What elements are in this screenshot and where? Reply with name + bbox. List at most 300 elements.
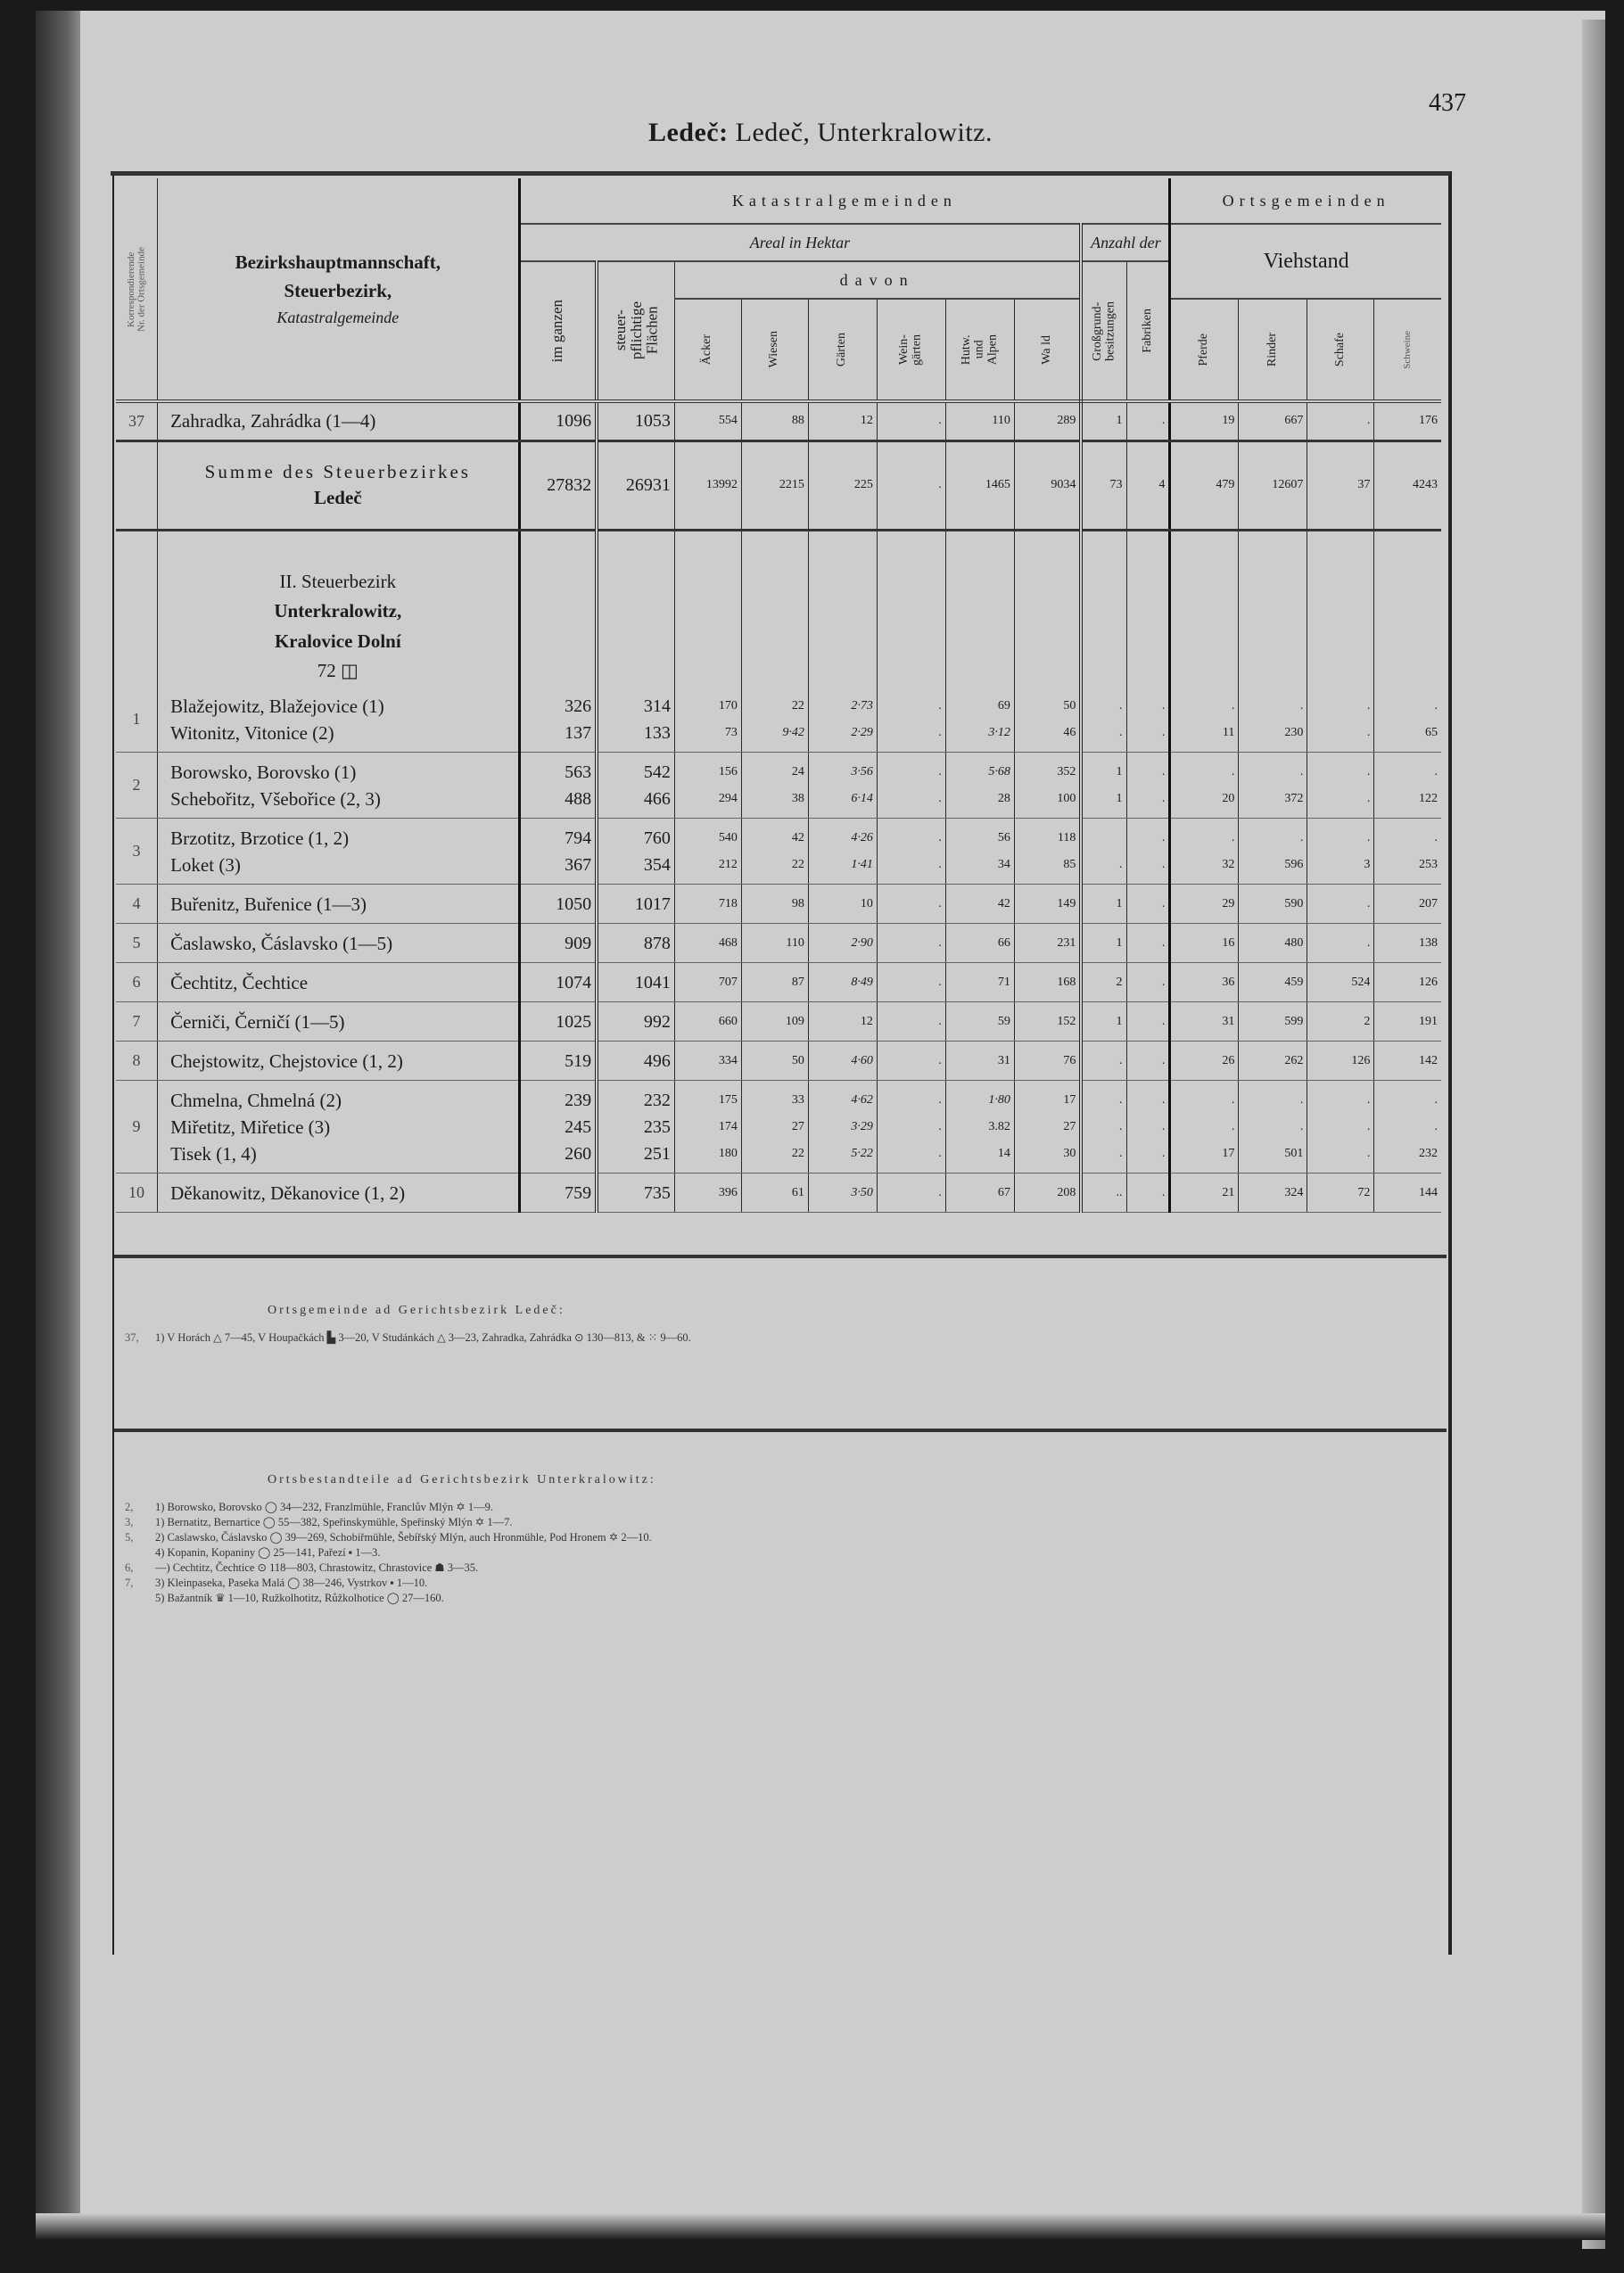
row-number: 2 — [116, 753, 158, 819]
value: 759 — [565, 1182, 592, 1203]
cell-gross — [1081, 753, 1126, 819]
cell-schweine — [1374, 687, 1441, 753]
cell-gaerten — [808, 687, 877, 753]
value: 1074 — [556, 972, 592, 992]
cell-im-ganzen — [519, 819, 597, 885]
value: . — [1119, 698, 1123, 712]
areal-header: Areal in Hektar — [519, 224, 1081, 261]
cell-schafe — [1307, 963, 1374, 1002]
value: 5·68 — [988, 764, 1010, 778]
value: 56 — [997, 830, 1010, 844]
cell-im-ganzen — [519, 1002, 597, 1042]
cell-wiesen — [741, 924, 808, 963]
value: . — [1231, 764, 1235, 778]
cell-rinder — [1239, 1081, 1307, 1174]
cell-steuerpflichtig — [597, 819, 674, 885]
value: 42 — [997, 896, 1010, 910]
viehstand-header: Viehstand — [1170, 224, 1441, 299]
note-line: 37, 1) V Horách △ 7—45, V Houpačkách ▙ 3—20, V Studánkách △ 3—23, Zahradka, Zahrádka ⊙ 130—813, & ⁙ 9—60. — [125, 1331, 691, 1344]
value: . — [1366, 1146, 1371, 1160]
schafe-header: Schafe — [1307, 299, 1374, 401]
cell-gross — [1081, 924, 1126, 963]
value: 9·42 — [782, 725, 804, 739]
sum-fabriken: 4 — [1126, 441, 1170, 530]
municipality-name: Blažejowitz, Blažejovice (1) — [170, 695, 384, 717]
cell-schweine — [1374, 1081, 1441, 1174]
value: 126 — [1419, 975, 1438, 989]
section-title-line: Kralovice Dolní — [274, 630, 401, 652]
value: 3·29 — [851, 1119, 873, 1133]
municipality-name: Brzotitz, Brzotice (1, 2) — [170, 827, 350, 849]
value: . — [1161, 725, 1166, 739]
value: 20 — [1222, 791, 1235, 805]
cell-wald — [1014, 924, 1081, 963]
value: 396 — [718, 1185, 738, 1199]
cell-gross — [1081, 1081, 1126, 1174]
value: 524 — [1351, 975, 1371, 989]
gaerten-header: Gärten — [808, 299, 877, 401]
value: . — [1161, 764, 1166, 778]
note-line: 4) Kopanin, Kopaniny ◯ 25—141, Pařezí ▪ 1—3. — [155, 1546, 381, 1559]
value: . — [1119, 1119, 1123, 1133]
note-line: 6, —) Cechtitz, Čechtice ⊙ 118—803, Chrastowitz, Chrastovice ☗ 3—35. — [125, 1561, 479, 1574]
value: . — [1366, 830, 1371, 844]
value: 4·26 — [851, 830, 873, 844]
cell-schweine — [1374, 753, 1441, 819]
cell-hutw — [945, 401, 1014, 441]
cell-aecker — [674, 924, 741, 963]
value: . — [938, 935, 942, 950]
notes-ledec — [125, 1304, 691, 1346]
pferde-header: Pferde — [1170, 299, 1239, 401]
cell-schafe — [1307, 687, 1374, 753]
wiesen-header: Wiesen — [741, 299, 808, 401]
municipality-names — [158, 963, 519, 1002]
cell-im-ganzen — [519, 401, 597, 441]
cell-gross — [1081, 885, 1126, 924]
cell-hutw — [945, 924, 1014, 963]
value: . — [938, 975, 942, 989]
row-number — [116, 441, 158, 530]
value: . — [1119, 725, 1123, 739]
value: 367 — [565, 854, 592, 875]
cell-wiesen — [741, 885, 808, 924]
cell-gaerten — [808, 1174, 877, 1213]
cell-gross — [1081, 1174, 1126, 1213]
value: 3 — [1364, 857, 1371, 871]
value: 73 — [724, 725, 738, 739]
value: 50 — [791, 1053, 804, 1067]
value: 22 — [791, 857, 804, 871]
rinder-header: Rinder — [1239, 299, 1307, 401]
value: 2 — [1116, 975, 1123, 989]
cell-aecker — [674, 819, 741, 885]
steuerpflichtig-header: steuer- pflichtige Flächen — [597, 261, 674, 401]
cell-im-ganzen — [519, 885, 597, 924]
value: 29 — [1222, 896, 1235, 910]
cell-im-ganzen — [519, 963, 597, 1002]
cell-weingaerten — [877, 963, 945, 1002]
cell-gross — [1081, 1042, 1126, 1081]
row-number: 8 — [116, 1042, 158, 1081]
cell-schweine — [1374, 1002, 1441, 1042]
cell-pferde — [1170, 924, 1239, 963]
cell-pferde — [1170, 401, 1239, 441]
municipality-names — [158, 885, 519, 924]
cell-weingaerten — [877, 1042, 945, 1081]
cell-steuerpflichtig — [597, 753, 674, 819]
cell-fabriken — [1126, 1002, 1170, 1042]
value: . — [1161, 1146, 1166, 1160]
cell-weingaerten — [877, 924, 945, 963]
sum-schafe: 37 — [1307, 441, 1374, 530]
value: . — [938, 1014, 942, 1028]
cell-aecker — [674, 753, 741, 819]
value: 540 — [718, 830, 738, 844]
cell-aecker — [674, 1002, 741, 1042]
cell-wald — [1014, 1002, 1081, 1042]
value: . — [1366, 896, 1371, 910]
value: . — [1434, 830, 1438, 844]
table-row — [116, 401, 1441, 441]
value: . — [938, 830, 942, 844]
page-title-rest: Ledeč, Unterkralowitz. — [728, 118, 993, 147]
value: 14 — [997, 1146, 1010, 1160]
municipality-name: Děkanowitz, Děkanovice (1, 2) — [170, 1182, 406, 1204]
cell-steuerpflichtig — [597, 924, 674, 963]
value: 232 — [643, 1090, 671, 1110]
value: 88 — [791, 414, 804, 428]
im-ganzen-header: im ganzen — [519, 261, 597, 401]
value: 4·62 — [851, 1092, 873, 1107]
cell-schafe — [1307, 1174, 1374, 1213]
cell-aecker — [674, 401, 741, 441]
value: 174 — [718, 1119, 738, 1133]
cell-im-ganzen — [519, 687, 597, 753]
cell-aecker — [674, 963, 741, 1002]
cell-gross — [1081, 1002, 1126, 1042]
value: . — [1299, 1119, 1304, 1133]
table-row — [116, 819, 1441, 885]
value: 59 — [997, 1014, 1010, 1028]
municipality-name: Časlawsko, Čáslavsko (1—5) — [170, 932, 393, 954]
sum-label-text: Summe des Steuerbezirkes — [204, 460, 471, 482]
value: 180 — [718, 1146, 738, 1160]
value: . — [1434, 1119, 1438, 1133]
table-row — [116, 1174, 1441, 1213]
cell-im-ganzen — [519, 1081, 597, 1174]
value: 22 — [791, 1146, 804, 1160]
value: 110 — [992, 414, 1010, 428]
municipality-name: Zahradka, Zahrádka (1—4) — [170, 410, 376, 432]
value: 208 — [1057, 1185, 1076, 1199]
value: . — [1161, 857, 1166, 871]
cell-hutw — [945, 1042, 1014, 1081]
value: . — [1161, 698, 1166, 712]
book-binding-shadow — [36, 11, 80, 2240]
value: 17 — [1222, 1146, 1235, 1160]
sum-hutw: 1465 — [945, 441, 1014, 530]
cell-wiesen — [741, 1174, 808, 1213]
value: 16 — [1222, 935, 1235, 950]
cell-schafe — [1307, 401, 1374, 441]
cell-schafe — [1307, 1042, 1374, 1081]
value: . — [938, 1119, 942, 1133]
cell-fabriken — [1126, 401, 1170, 441]
value: 459 — [1284, 975, 1304, 989]
value: 563 — [565, 762, 592, 782]
cell-gross — [1081, 963, 1126, 1002]
cell-rinder — [1239, 924, 1307, 963]
sum-rinder: 12607 — [1239, 441, 1307, 530]
row-number: 6 — [116, 963, 158, 1002]
sum-wald: 9034 — [1014, 441, 1081, 530]
value: 67 — [997, 1185, 1010, 1199]
value: 5·22 — [851, 1146, 873, 1160]
value: 1053 — [634, 411, 671, 432]
value: . — [1299, 1092, 1304, 1107]
page-title — [36, 118, 1605, 148]
value: 235 — [643, 1116, 671, 1137]
value: 26 — [1222, 1053, 1235, 1067]
value: 707 — [718, 975, 738, 989]
cell-wiesen — [741, 401, 808, 441]
scanned-page — [36, 11, 1605, 2240]
value: 1096 — [556, 411, 592, 432]
bezirk-column-header: Bezirkshauptmannschaft, Steuerbezirk, Katastralgemeinde — [158, 178, 519, 401]
cell-hutw — [945, 1174, 1014, 1213]
value: 110 — [786, 935, 804, 950]
page-number: 437 — [1429, 89, 1466, 117]
value: 231 — [1057, 935, 1076, 950]
cell-gaerten — [808, 885, 877, 924]
cell-wiesen — [741, 819, 808, 885]
value: 992 — [643, 1011, 671, 1032]
cell-aecker — [674, 687, 741, 753]
wald-header: Wa ld — [1014, 299, 1081, 401]
value: 118 — [1057, 830, 1076, 844]
cell-steuerpflichtig — [597, 1042, 674, 1081]
municipality-names — [158, 687, 519, 753]
cell-wald — [1014, 687, 1081, 753]
municipality-name: Miřetitz, Miřetice (3) — [170, 1116, 331, 1138]
cell-fabriken — [1126, 963, 1170, 1002]
sum-im-ganzen: 27832 — [519, 441, 597, 530]
municipality-names — [158, 401, 519, 441]
value: 3.82 — [988, 1119, 1010, 1133]
value: 31 — [1222, 1014, 1235, 1028]
value: 1017 — [634, 894, 671, 914]
cell-rinder — [1239, 1042, 1307, 1081]
cell-wiesen — [741, 1002, 808, 1042]
schweine-header: Schweine — [1374, 299, 1441, 401]
value: 33 — [791, 1092, 804, 1107]
cell-aecker — [674, 1174, 741, 1213]
value: 232 — [1419, 1146, 1438, 1160]
sum-aecker: 13992 — [674, 441, 741, 530]
value: 253 — [1419, 857, 1438, 871]
value: 87 — [791, 975, 804, 989]
sum-weingaerten: . — [877, 441, 945, 530]
value: 1 — [1116, 935, 1123, 950]
value: . — [1299, 698, 1304, 712]
cell-schweine — [1374, 885, 1441, 924]
value: 149 — [1057, 896, 1076, 910]
value: 85 — [1063, 857, 1076, 871]
sum-label-district: Ledeč — [313, 487, 362, 508]
value: 2 — [1364, 1014, 1371, 1028]
value: 352 — [1057, 764, 1076, 778]
cell-rinder — [1239, 753, 1307, 819]
value: 175 — [718, 1092, 738, 1107]
value: 2·29 — [851, 725, 873, 739]
nr-column-header — [116, 178, 158, 401]
value: 794 — [565, 828, 592, 848]
value: . — [1434, 698, 1438, 712]
value: 61 — [791, 1185, 804, 1199]
cell-fabriken — [1126, 1174, 1170, 1213]
value: 27 — [791, 1119, 804, 1133]
municipality-name: Chmelna, Chmelná (2) — [170, 1089, 342, 1111]
value: 4·60 — [851, 1053, 873, 1067]
value: 28 — [997, 791, 1010, 805]
municipality-name: Schebořitz, Všebořice (2, 3) — [170, 787, 381, 810]
value: 100 — [1057, 791, 1076, 805]
value: . — [1161, 896, 1166, 910]
cell-steuerpflichtig — [597, 687, 674, 753]
value: 599 — [1284, 1014, 1304, 1028]
value: . — [1366, 725, 1371, 739]
sum-gaerten: 225 — [808, 441, 877, 530]
cell-schafe — [1307, 1081, 1374, 1174]
page-title-district: Ledeč: — [647, 118, 729, 147]
row-number: 4 — [116, 885, 158, 924]
value: 3·50 — [851, 1185, 873, 1199]
table-row — [116, 687, 1441, 753]
value: 66 — [997, 935, 1010, 950]
value: . — [1366, 935, 1371, 950]
page-bottom-shadow — [36, 2213, 1605, 2240]
value: . — [1299, 830, 1304, 844]
value: . — [938, 1146, 942, 1160]
value: 34 — [997, 857, 1010, 871]
value: 98 — [791, 896, 804, 910]
cell-rinder — [1239, 963, 1307, 1002]
value: 1 — [1116, 764, 1123, 778]
value: 480 — [1284, 935, 1304, 950]
value: 1 — [1116, 896, 1123, 910]
cell-steuerpflichtig — [597, 1174, 674, 1213]
value: 31 — [997, 1053, 1010, 1067]
cell-aecker — [674, 1042, 741, 1081]
row-number: 10 — [116, 1174, 158, 1213]
municipality-name: Witonitz, Vitonice (2) — [170, 721, 334, 744]
value: 488 — [565, 788, 592, 809]
value: 466 — [643, 788, 671, 809]
value: 144 — [1419, 1185, 1438, 1199]
sum-gross: 73 — [1081, 441, 1126, 530]
value: 10 — [860, 896, 873, 910]
cell-weingaerten — [877, 687, 945, 753]
value: 468 — [718, 935, 738, 950]
value: .. — [1116, 1185, 1123, 1199]
value: . — [1366, 764, 1371, 778]
value: 207 — [1419, 896, 1438, 910]
value: 501 — [1284, 1146, 1304, 1160]
value: 2·90 — [851, 935, 873, 950]
value: 2·73 — [851, 698, 873, 712]
row-number: 3 — [116, 819, 158, 885]
cell-weingaerten — [877, 1081, 945, 1174]
value: 354 — [643, 854, 671, 875]
value — [1086, 825, 1122, 852]
cell-wald — [1014, 819, 1081, 885]
cell-fabriken — [1126, 924, 1170, 963]
table-row — [116, 885, 1441, 924]
cell-schafe — [1307, 924, 1374, 963]
nr-column-header-text: Korrespondierende Nr. der Ortsgemeinde — [125, 246, 147, 332]
cell-im-ganzen — [519, 1174, 597, 1213]
value: 21 — [1222, 1185, 1235, 1199]
value: . — [1434, 764, 1438, 778]
municipality-names — [158, 753, 519, 819]
cell-pferde — [1170, 1002, 1239, 1042]
cell-schweine — [1374, 1042, 1441, 1081]
anzahl-header: Anzahl der — [1081, 224, 1169, 261]
cell-schweine — [1374, 963, 1441, 1002]
value: 289 — [1057, 414, 1076, 428]
cell-gaerten — [808, 1002, 877, 1042]
value: . — [1231, 830, 1235, 844]
value: 1025 — [556, 1011, 592, 1032]
value: 69 — [997, 698, 1010, 712]
value: 32 — [1222, 857, 1235, 871]
page-edge — [1582, 20, 1605, 2249]
cell-weingaerten — [877, 753, 945, 819]
value: 212 — [718, 857, 738, 871]
cell-wald — [1014, 753, 1081, 819]
value: . — [938, 791, 942, 805]
value: 76 — [1063, 1053, 1076, 1067]
cell-hutw — [945, 885, 1014, 924]
value: 122 — [1419, 791, 1438, 805]
row-number: 9 — [116, 1081, 158, 1174]
value: 596 — [1284, 857, 1304, 871]
cell-pferde — [1170, 1042, 1239, 1081]
cell-fabriken — [1126, 687, 1170, 753]
value: 176 — [1419, 414, 1438, 428]
value: 554 — [718, 414, 738, 428]
cell-pferde — [1170, 885, 1239, 924]
value: 50 — [1063, 698, 1076, 712]
value: 137 — [565, 722, 592, 743]
cell-pferde — [1170, 753, 1239, 819]
value: . — [1231, 698, 1235, 712]
cell-wiesen — [741, 1042, 808, 1081]
cell-schweine — [1374, 401, 1441, 441]
value: 251 — [643, 1143, 671, 1164]
cell-schweine — [1374, 819, 1441, 885]
value: . — [1119, 857, 1123, 871]
value: . — [1161, 975, 1166, 989]
cell-steuerpflichtig — [597, 885, 674, 924]
value: 72 — [1357, 1185, 1371, 1199]
cell-aecker — [674, 885, 741, 924]
cell-hutw — [945, 963, 1014, 1002]
cell-rinder — [1239, 687, 1307, 753]
cell-wiesen — [741, 963, 808, 1002]
value: . — [1161, 1053, 1166, 1067]
